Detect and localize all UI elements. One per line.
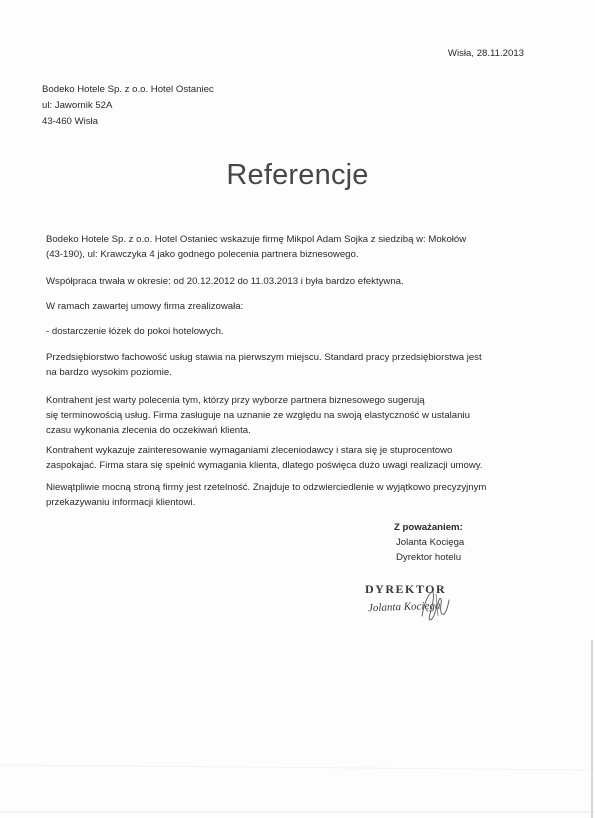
signatory-name: Jolanta Kocięga	[396, 537, 465, 548]
paragraph-line: zaspokajać. Firma stara się spełnić wymagania klienta, dlatego poświęca dużo uwagi realizacji umowy.	[46, 460, 483, 471]
address-line-street: ul: Jawornik 52A	[42, 100, 113, 111]
stamp-name: Jolanta Kocięga	[367, 599, 441, 615]
paragraph-line: - dostarczenie łóżek do pokoi hotelowych.	[46, 326, 224, 337]
letter-title: Referencje	[226, 159, 369, 191]
paragraph-line: Niewątpliwie mocną stroną firmy jest rzetelność. Znajduje to odzwierciedlenie w wyjątkowo precyzyjnym	[46, 482, 487, 493]
paragraph-line: Kontrahent wykazuje zainteresowanie wymaganiami zleceniodawcy i stara się je stuprocentowo	[46, 445, 453, 456]
paragraph-line: Kontrahent jest warty polecenia tym, którzy przy wyborze partnera biznesowego sugerują	[46, 395, 425, 406]
paragraph-line: Bodeko Hotele Sp. z o.o. Hotel Ostaniec wskazuje firmę Mikpol Adam Sojka z siedzibą w: Mokołów	[46, 234, 467, 245]
signatory-position: Dyrektor hotelu	[396, 552, 462, 563]
paragraph-line: (43-190), ul: Krawczyka 4 jako godnego polecenia partnera biznesowego.	[46, 249, 359, 260]
paragraph-line: na bardzo wysokim poziomie.	[46, 367, 172, 378]
paragraph-line: Przedsiębiorstwo fachowość usług stawia na pierwszym miejscu. Standard pracy przedsiębiorstwa jest	[46, 352, 482, 363]
letter-date: Wisła, 28.11.2013	[447, 48, 524, 59]
paragraph-line: przekazywaniu informacji klientowi.	[46, 497, 196, 508]
address-line-company: Bodeko Hotele Sp. z o.o. Hotel Ostaniec	[42, 84, 214, 95]
address-line-city: 43-460 Wisła	[42, 116, 98, 127]
paragraph-line: W ramach zawartej umowy firma zrealizowała:	[46, 301, 244, 312]
paragraph-line: się terminowością usług. Firma zasługuje na uznanie ze względu na swoją elastyczność w ustalaniu	[46, 410, 470, 421]
closing-phrase: Z poważaniem:	[394, 522, 463, 533]
paragraph-line: Współpraca trwała w okresie: od 20.12.2012 do 11.03.2013 i była bardzo efektywna.	[46, 276, 404, 287]
paragraph-line: czasu wykonania zlecenia do oczekiwań klienta.	[46, 425, 251, 436]
stamp-title: DYREKTOR	[365, 582, 447, 596]
